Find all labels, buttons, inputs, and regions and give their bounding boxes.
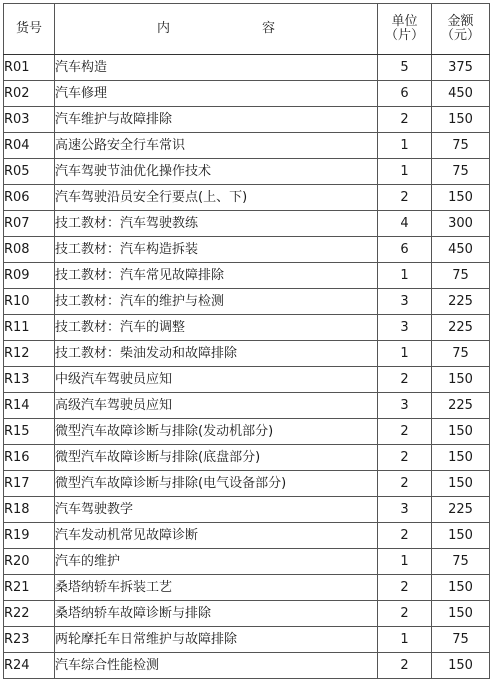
header-price [432,4,490,55]
cell-unit: 1 [378,263,432,289]
cell-unit: 3 [378,497,432,523]
cell-code: R20 [4,549,55,575]
cell-code: R13 [4,367,55,393]
table-row [4,55,490,81]
table-row [4,497,490,523]
table-body [4,55,490,679]
cell-title: 桑塔纳轿车拆装工艺 [55,575,378,601]
cell-title: 微型汽车故障诊断与排除(发动机部分) [55,419,378,445]
cell-title: 技工教材：柴油发动和故障排除 [55,341,378,367]
cell-code: R09 [4,263,55,289]
cell-code: R03 [4,107,55,133]
cell-title: 技工教材：汽车的维护与检测 [55,289,378,315]
cell-price: 150 [432,367,490,393]
cell-code: R15 [4,419,55,445]
cell-price: 150 [432,575,490,601]
cell-title: 汽车驾驶沿员安全行要点(上、下) [55,185,378,211]
cell-title: 汽车维护与故障排除 [55,107,378,133]
cell-title: 微型汽车故障诊断与排除(底盘部分) [55,445,378,471]
cell-code: R11 [4,315,55,341]
header-code: 货号 [4,4,55,55]
cell-price: 75 [432,341,490,367]
cell-unit: 2 [378,601,432,627]
header-content [55,4,378,55]
cell-unit: 3 [378,393,432,419]
cell-unit: 1 [378,341,432,367]
header-row [4,4,490,55]
cell-title: 高速公路安全行车常识 [55,133,378,159]
table-row [4,237,490,263]
cell-price: 375 [432,55,490,81]
cell-title: 中级汽车驾驶员应知 [55,367,378,393]
header-unit-line1: 单位 [391,14,418,29]
cell-title: 汽车的维护 [55,549,378,575]
cell-title: 汽车修理 [55,81,378,107]
cell-unit: 1 [378,159,432,185]
cell-unit: 4 [378,211,432,237]
table-row [4,133,490,159]
cell-unit: 2 [378,107,432,133]
cell-price: 75 [432,133,490,159]
cell-price: 450 [432,237,490,263]
cell-title: 技工教材：汽车驾驶教练 [55,211,378,237]
cell-price: 150 [432,445,490,471]
table-row [4,315,490,341]
cell-unit: 5 [378,55,432,81]
cell-unit: 2 [378,445,432,471]
cell-code: R18 [4,497,55,523]
cell-price: 75 [432,263,490,289]
header-unit [378,4,432,55]
cell-price: 150 [432,419,490,445]
table-row [4,263,490,289]
table-row [4,445,490,471]
cell-title: 技工教材：汽车的调整 [55,315,378,341]
cell-price: 150 [432,471,490,497]
table-row [4,471,490,497]
cell-price: 150 [432,185,490,211]
cell-code: R10 [4,289,55,315]
table-row [4,367,490,393]
cell-price: 225 [432,289,490,315]
cell-unit: 6 [378,237,432,263]
cell-code: R02 [4,81,55,107]
table-row [4,419,490,445]
table-row [4,81,490,107]
table-row [4,341,490,367]
header-unit-line2: （片） [384,28,424,43]
table-row [4,393,490,419]
cell-unit: 6 [378,81,432,107]
cell-title: 技工教材：汽车构造拆装 [55,237,378,263]
cell-price: 75 [432,549,490,575]
cell-unit: 1 [378,627,432,653]
cell-unit: 1 [378,133,432,159]
cell-price: 225 [432,393,490,419]
table-row [4,185,490,211]
cell-code: R17 [4,471,55,497]
cell-unit: 2 [378,471,432,497]
cell-unit: 2 [378,523,432,549]
cell-title: 汽车发动机常见故障诊断 [55,523,378,549]
cell-unit: 2 [378,367,432,393]
cell-code: R23 [4,627,55,653]
cell-unit: 2 [378,653,432,679]
header-content-left: 内 [156,21,170,36]
cell-price: 75 [432,159,490,185]
catalog-table [3,3,490,679]
cell-price: 150 [432,601,490,627]
cell-code: R24 [4,653,55,679]
cell-title: 高级汽车驾驶员应知 [55,393,378,419]
header-content-right: 容 [262,21,276,36]
header-price-line2: （元） [440,28,480,43]
cell-price: 225 [432,315,490,341]
cell-title: 两轮摩托车日常维护与故障排除 [55,627,378,653]
table-row [4,289,490,315]
cell-price: 75 [432,627,490,653]
cell-code: R21 [4,575,55,601]
cell-title: 汽车驾驶教学 [55,497,378,523]
cell-title: 汽车构造 [55,55,378,81]
cell-unit: 2 [378,575,432,601]
cell-price: 300 [432,211,490,237]
table-row [4,575,490,601]
cell-title: 技工教材：汽车常见故障排除 [55,263,378,289]
cell-code: R04 [4,133,55,159]
table-row [4,159,490,185]
cell-price: 150 [432,107,490,133]
cell-price: 450 [432,81,490,107]
cell-code: R16 [4,445,55,471]
table-row [4,653,490,679]
cell-code: R14 [4,393,55,419]
cell-title: 桑塔纳轿车故障诊断与排除 [55,601,378,627]
cell-price: 150 [432,653,490,679]
cell-code: R06 [4,185,55,211]
cell-code: R05 [4,159,55,185]
cell-unit: 3 [378,289,432,315]
cell-code: R08 [4,237,55,263]
cell-title: 汽车综合性能检测 [55,653,378,679]
cell-code: R01 [4,55,55,81]
cell-unit: 2 [378,419,432,445]
cell-price: 225 [432,497,490,523]
cell-code: R12 [4,341,55,367]
header-price-line1: 金额 [447,14,474,29]
cell-code: R22 [4,601,55,627]
table-header [4,4,490,55]
table-row [4,523,490,549]
table-row [4,549,490,575]
cell-unit: 2 [378,185,432,211]
cell-code: R19 [4,523,55,549]
table-row [4,107,490,133]
cell-unit: 3 [378,315,432,341]
table-row [4,627,490,653]
table-row [4,601,490,627]
cell-title: 汽车驾驶节油优化操作技术 [55,159,378,185]
cell-unit: 1 [378,549,432,575]
cell-code: R07 [4,211,55,237]
cell-title: 微型汽车故障诊断与排除(电气设备部分) [55,471,378,497]
cell-price: 150 [432,523,490,549]
table-row [4,211,490,237]
